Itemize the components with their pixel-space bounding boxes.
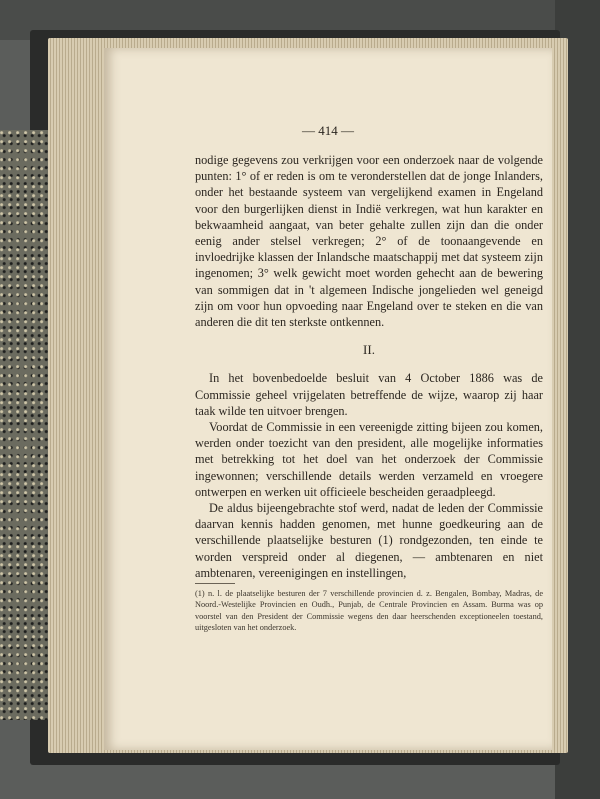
paragraph-1: nodige gegevens zou verkrijgen voor een onderzoek naar de volgende punten: 1° of er reden is om te veronderstellen dat de jonge Inlanders, onder het bestaande systeem van vergelijkend examen in Engeland voor den burgerlijken dienst in Indië verkregen, wat hun karakter en bekwaamheid aangaat, van beter gehalte zullen zijn dan die onder eenig ander stelsel verkregen; 2° of de toonaangevende en invloedrijke klassen der Inlandsche maatschappij met dat systeem zijn ingenomen; 3° welk gewicht moet worden gehecht aan de bewering van sommigen dat in 't algemeen Indische jongelieden wel geneigd zijn om voor hun opvoeding naar Engeland over te steken en die van anderen die dit ten sterkste ontkennen. xyxy=(195,153,543,330)
footnote: (1) n. l. de plaatselijke besturen der 7 verschillende provincien d. z. Bengalen, Bombay, Madras, de Noord.-Westelijke Provincien en Oudh., Punjab, de Centrale Provincien en Assam. Burma was op voorstel van den President der Commissie wegens den daar heerschenden exceptioneelen toestand, uitgesloten van het onderzoek. xyxy=(195,589,543,633)
paragraph-3: Voordat de Commissie in een vereenigde zitting bijeen zou komen, werden onder toezicht van den president, alle mogelijke informaties met betrekking tot het doel van het onderzoek der Commissie ingewonnen; verschillende details werden verzameld en vroegere ontwerpen en werken uit officieele bescheiden geraadpleegd. xyxy=(195,420,543,499)
paragraph-2: In het bovenbedoelde besluit van 4 October 1886 was de Commissie geheel vrijgelaten betreffende de wijze, waarop zij haar taak wilde ten uitvoer brengen. xyxy=(195,371,543,418)
section-heading: II. xyxy=(363,342,375,358)
page-number-header: — 414 — xyxy=(302,123,354,138)
marbled-cover-edge xyxy=(0,130,48,720)
paragraph-4: De aldus bijeengebrachte stof werd, nadat de leden der Commissie daarvan kennis hadden genomen, met hunne goedkeuring aan de verschillende plaatselijke besturen (1) rondgezonden, ten einde te worden verspreid onder al diegenen, — ambtenaren en niet ambtenaren, vereenigingen en instellingen, xyxy=(195,501,543,580)
body-text xyxy=(195,152,543,581)
book-page xyxy=(104,48,552,750)
footnote-rule xyxy=(195,583,235,584)
